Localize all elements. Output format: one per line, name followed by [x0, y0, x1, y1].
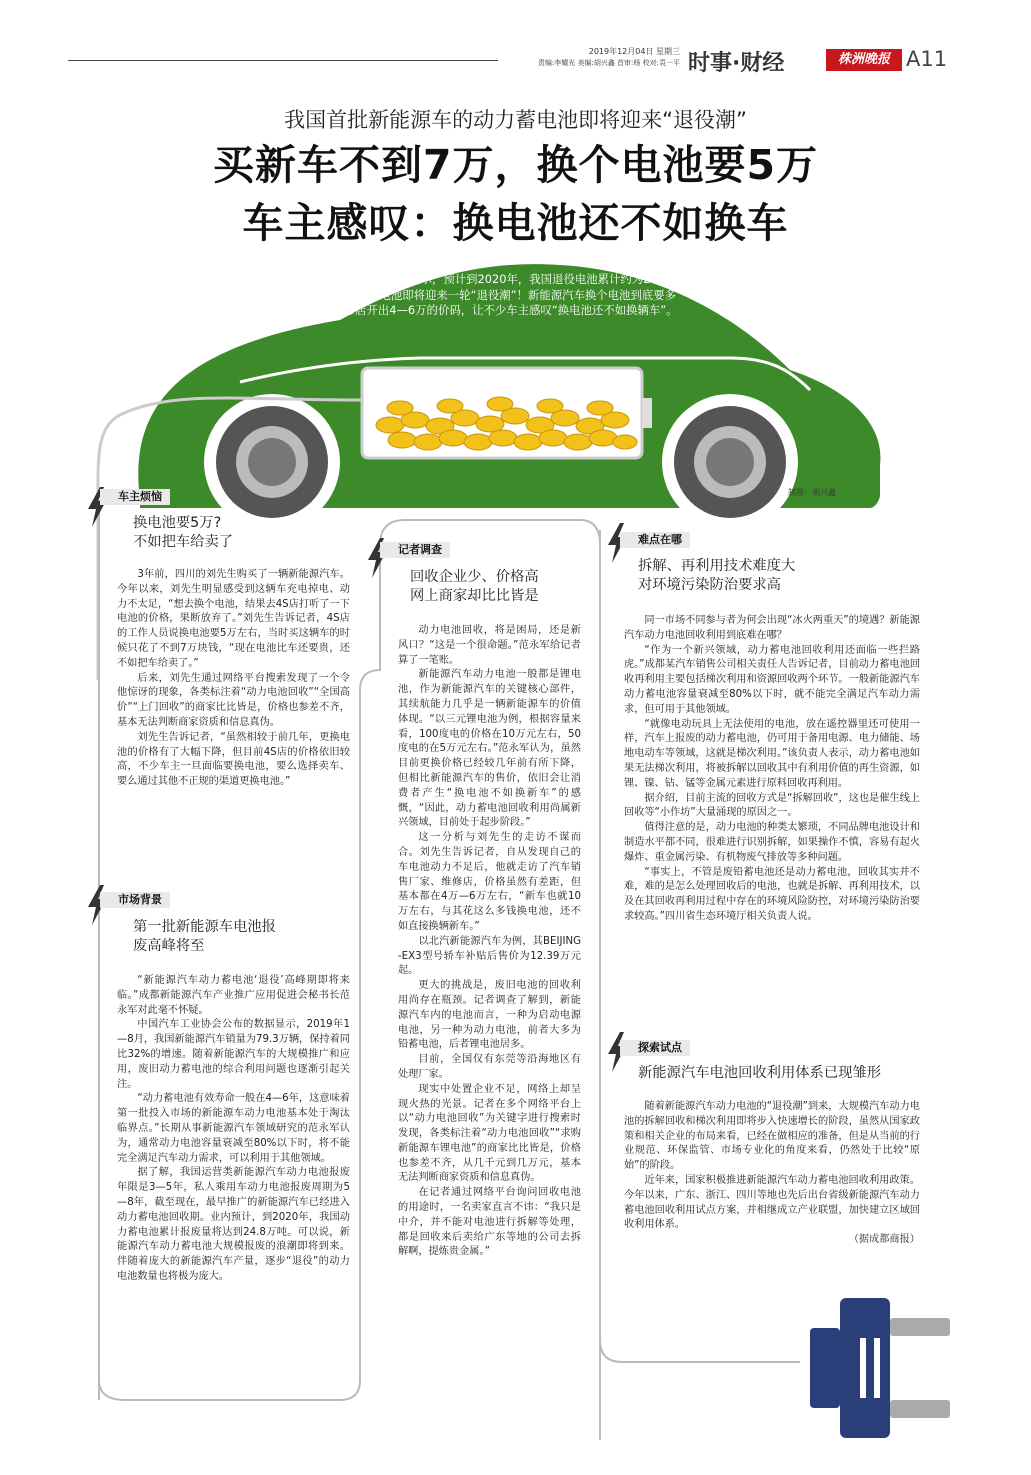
body-s2: “新能源汽车动力蓄电池‘退役’高峰期即将来临。”成都新能源汽车产业推广应用促进会秘书长范永军对此毫不怀疑。 中国汽车工业协会公布的数据显示，2019年1—8月，我国新能源汽车销量为79.3万辆，保持着同比32%的增速。随着新能源汽车的大规模推广和应用，废旧动力蓄电池的综合利用问题也逐渐引起关注。 “动力蓄电池有效寿命一般在4—6年，这意味着第一批投入市场的新能源车动力电池基本处于淘汰临界点。”长期从事新能源汽车领域研究的范永军认为，通常动力电池容量衰减至80%以下时，将不能完全满足汽车动力需求，可以利用于其他领域。 据了解，我国运营类新能源汽车动力电池报废年限是3—5年，私人乘用车动力电池报废周期为5—8年，截至现在，最早推广的新能源汽车已经进入动力蓄电池回收期。业内预计，到2020年，我国动力蓄电池累计报废量将达到24.8万吨。可以说，新能源汽车动力蓄电池大规模报废的浪潮即将到来。伴随着庞大的新能源汽车产量，逐步“退役”的动力电池数量也将极为庞大。 [117, 975, 350, 1282]
subhead-s2: 第一批新能源车电池报 废高峰将至 [133, 919, 276, 954]
subhead-s1: 换电池要5万? 不如把车给卖了 [133, 515, 234, 550]
body-s3: 动力电池回收，将是困局，还是新风口？“这是一个很命题。”范永军给记者算了一笔账。 新能源汽车动力电池一般都是锂电池，作为新能源汽车的关键核心部件，其续航能力几乎是一辆新能源车的价值体现。“以三元锂电池为例，根据容量来看，100度电的价格在10万元左右，50度电的在5万元左右。”范永军认为，虽然目前更换价格已经较几年前有所下降，但相比新能源汽车的售价，依旧会让消费者产生“换电池不如换新车”的感慨，“因此，动力蓄电池回收利用尚属新兴领域，目前处于起步阶段。” 这一分析与刘先生的走访不谋而合。刘先生告诉记者，自从发现自己的车电池动力不足后，他就走访了汽车销售厂家、维修店，价格虽然有差距，但基本都在4万—6万左右，“新车也就10万左右，与其花这么多钱换电池，还不如直接换辆新车。” 以北汽新能源汽车为例，其BEIJING-EX3型号轿车补贴后售价为12.39万元起。 更大的挑战是，废旧电池的回收利用尚存在瓶颈。记者调查了解到，新能源汽车内的电池而言，一种为启动电源电池，另一种为动力电池，前者大多为铅蓄电池，后者锂电池居多。 目前，全国仅有东莞等沿海地区有处理厂家。 现实中处置企业不足，网络上却呈现火热的光景。记者在多个网络平台上以“动力电池回收”为关键字进行搜索时发现，各类标注着“动力电池回收”“求购新能源车锂电池”的商家比比皆是，价格也参差不齐，从几千元到几万元，基本无法判断商家资质和信息真伪。 在记者通过网络平台询问回收电池的用途时，一名卖家直言不讳：“我只是中介，并不能对电池进行拆解等处理，都是回收来后卖给广东等地的公司去拆解啊，提炼贵金属。” [398, 625, 581, 1258]
plug-icon [790, 1288, 970, 1448]
subhead-s4: 拆解、再利用技术难度大 对环境污染防治要求高 [638, 558, 796, 593]
main-headline-line1: 买新车不到7万，换个电池要5万 [212, 141, 819, 189]
section-tag-s1: 车主烦恼 [100, 489, 170, 505]
illustration-credit: 制图：胡兴鑫 [788, 488, 836, 497]
body-s5: 随着新能源汽车动力电池的“退役潮”到来，大规模汽车动力电池的拆解回收和梯次利用即将步入快速增长的阶段，虽然从国家政策和相关企业的布局来看，已经在做相应的准备，但是从当前的行业规范、环保监管、市场专业化的角度来看，仍然处于比较“原始”的阶段。 近年来，国家积极推进新能源汽车动力蓄电池回收利用政策。今年以来，广东、浙江、四川等地也先后出台省级新能源汽车动力蓄电池回收利用试点方案，并相继成立产业联盟，加快建立区域回收利用体系。 （据成都商报） [624, 1100, 920, 1248]
masthead-rule [68, 60, 498, 61]
section-tag-s4: 难点在哪 [620, 532, 690, 548]
subhead-s3: 回收企业少、价格高 网上商家却比比皆是 [410, 569, 539, 604]
body-s1: 3年前，四川的刘先生购买了一辆新能源汽车。今年以来，刘先生明显感受到这辆车充电掉电、动力不太足，“想去换个电池，结果去4S店打听了一下电池的价格，果断放弃了。”刘先生告诉记者，4S店的工作人员说换电池要5万左右，当时买这辆车的时候只花了不到7万块钱，“现在电池比车还要贵，还不如把车给卖了。” 后来，刘先生通过网络平台搜索发现了一个令他惊讶的现象，各类标注着“动力电池回收”“全国高价”“上门回收”的商家比比皆是，价格也参差不齐，基本无法判断商家资质和信息真伪。 刘先生告诉记者，“虽然相较于前几年，更换电池的价格有了大幅下降，但目前4S店的价格依旧较高，不少车主一旦面临要换电池，要么选择卖车、要么通过其他不正规的渠道更换电池。” [117, 569, 350, 788]
subhead-s5: 新能源汽车电池回收利用体系已现雏形 [638, 1065, 882, 1081]
masthead-credits: 责编:李耀光 美编:胡兴鑫 首审:杨 校对:袁一平 [537, 59, 680, 67]
page-number: A11 [906, 47, 948, 71]
kicker-headline: 我国首批新能源车的动力蓄电池即将迎来“退役潮” [284, 108, 747, 132]
main-headline-line2: 车主感叹：换电池还不如换车 [242, 199, 789, 247]
source-note: （据成都商报） [848, 1234, 920, 1246]
lead-paragraph: 据新能源汽车国家大数据联盟的数据显示，预计到2020年，我国退役电池累计约为20万吨。我国首批新能源车的动力蓄电池即将迎来一轮“退役潮”！新能源汽车换个电池到底要多少钱？成都厂家和汽车维修店开出4—6万的价码，让不少车主感叹“换电池还不如换辆车”。 [218, 272, 678, 318]
section-tag-s2: 市场背景 [100, 892, 170, 908]
section-name: 时事·财经 [688, 51, 785, 76]
section-tag-s5: 探索试点 [620, 1040, 690, 1056]
masthead-date: 2019年12月04日 星期三 [588, 47, 680, 56]
section-tag-s3: 记者调查 [380, 542, 450, 558]
paper-logo: 株洲晚报 [826, 49, 902, 71]
body-s4: 同一市场不同参与者为何会出现“冰火两重天”的境遇？新能源汽车动力电池回收利用到底难在哪？ “作为一个新兴领域，动力蓄电池回收利用还面临一些拦路虎。”成都某汽车销售公司相关责任人告诉记者，目前动力蓄电池回收再利用主要包括梯次利用和资源回收两个环节。一般新能源汽车动力蓄电池容量衰减至80%以下时，就不能完全满足汽车动力需求，但可用于其他领域。 “就像电动玩具上无法使用的电池，放在遥控器里还可使用一样，汽车上报废的动力蓄电池，仍可用于备用电源、电力储能、场地电动车等领域，这就是梯次利用。”该负责人表示，动力蓄电池如果无法梯次利用，将被拆解以回收其中有利用价值的再生资源，如锂、镍、钴、锰等金属元素进行原料回收再利用。 据介绍，目前主流的回收方式是“拆解回收”，这也是催生线上回收等“小作坊”大量涌现的原因之一。 值得注意的是，动力电池的种类太繁琐，不同品牌电池设计和制造水平都不同，很难进行识别拆解，如果操作不慎，容易有起火爆炸、重金属污染、有机物废气排放等多种问题。 “事实上，不管是废铅蓄电池还是动力蓄电池，回收其实并不难，难的是怎么处理回收后的电池，也就是拆解、再利用技术，以及在其回收再利用过程中存在的环境风险防控，对环境污染防治要求较高。”四川省生态环境厅相关负责人说。 [624, 615, 920, 922]
